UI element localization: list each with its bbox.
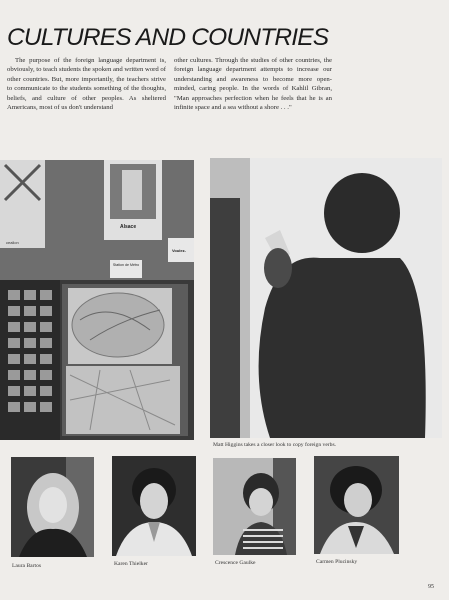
poster-label-ceallon: ceallon [6,240,19,245]
portrait-caption-crescence-gaulke: Crescence Gaulke [215,560,256,566]
portrait-karen-thielker [112,456,196,556]
portrait-laura-bartos [11,457,94,557]
student-photo [210,158,442,438]
poster-label-voulez: Voulez- [172,248,186,253]
poster-label-metro: Station de Métro [112,263,140,267]
poster-label-alsace: Alsace [120,224,137,230]
page-title: CULTURES AND COUNTRIES [7,24,329,51]
portrait-caption-laura-bartos: Laura Bartos [12,563,42,569]
body-paragraph-1: The purpose of the foreign language department is, obviously, to teach students the spoken and written word of other countries. But, more importantly, the teachers strive to communicate to the students something of the thoughts, beliefs, and culture of other peoples. As sheltered Americans, most of us don't understand [7,57,166,112]
portrait-carmen-plucinsky [314,456,399,554]
body-paragraph-2: other cultures. Through the studies of other countries, the foreign language department attempts to increase our understanding and awareness to become more open-minded, caring people. In the words of Kahlil Gibran, "Man approaches perfection when he feels that he is an infinite space and a sea without a shore . . ." [174,57,332,112]
portrait-crescence-gaulke [213,458,296,555]
bulletin-board-photo [0,160,194,440]
portrait-caption-carmen-plucinsky: Carmen Plucinsky [316,559,358,565]
body-text-column-1 [7,56,166,112]
body-text-column-2 [174,56,332,112]
page-number: 95 [428,584,434,590]
student-photo-caption: Matt Higgins takes a closer look to copy foreign verbs. [213,442,337,448]
portrait-caption-karen-thielker: Karen Thielker [114,561,148,567]
